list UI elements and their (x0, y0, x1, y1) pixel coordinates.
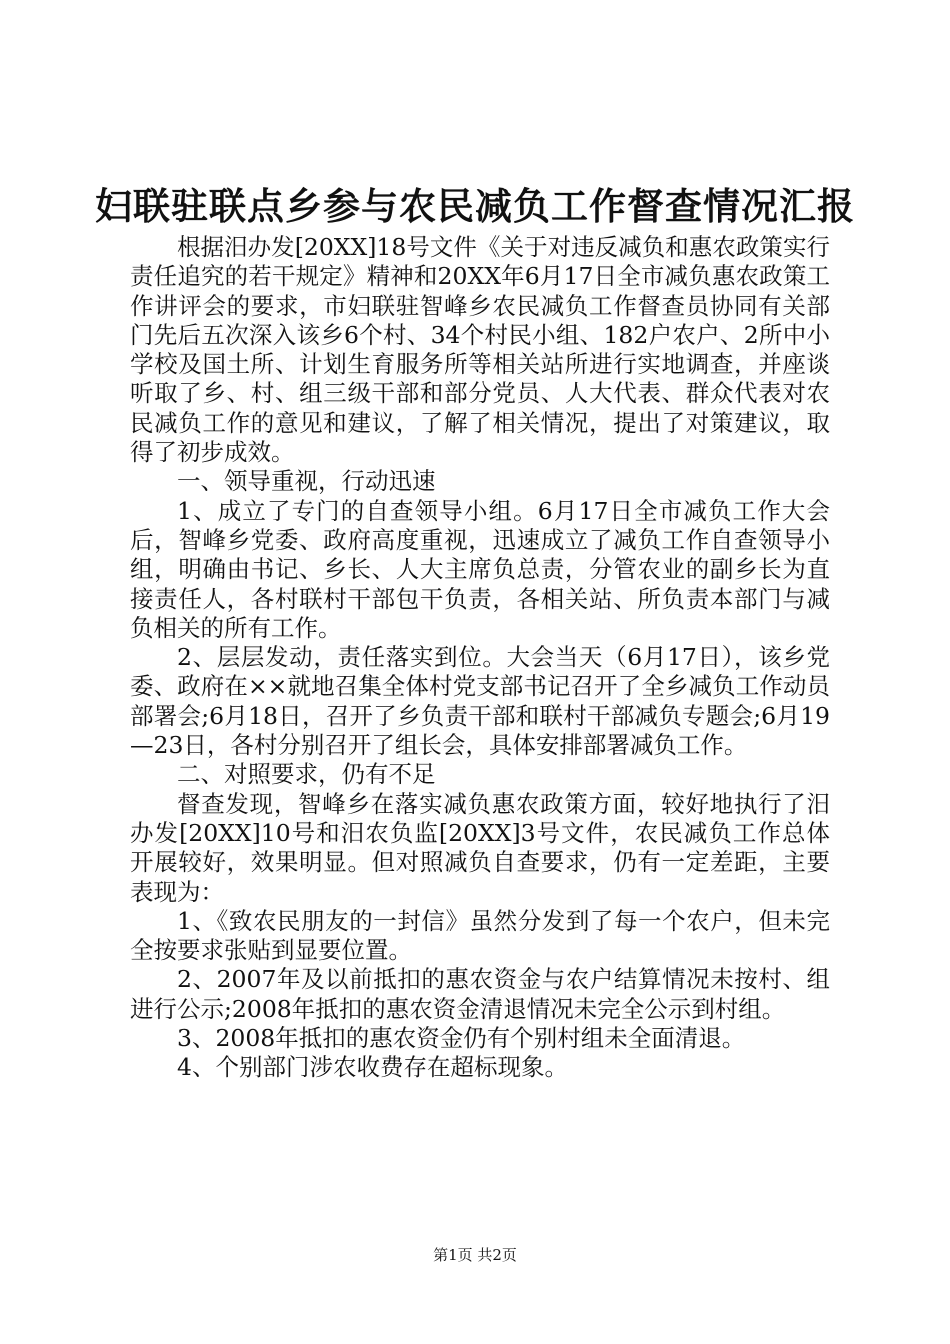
paragraph-findings: 督查发现，智峰乡在落实减负惠农政策方面，较好地执行了汨办发[20XX]10号和汨农负监[20XX]3号文件，农民减负工作总体开展较好，效果明显。但对照减负自查要求，仍有一定差距，主要表现为： (130, 789, 830, 906)
paragraph-item-2-1: 1、《致农民朋友的一封信》虽然分发到了每一个农户，但未完全按要求张贴到显要位置。 (130, 906, 830, 965)
section-heading-1: 一、领导重视，行动迅速 (177, 467, 436, 496)
paragraph-item-2-3: 3、2008年抵扣的惠农资金仍有个别村组未全面清退。 (177, 1024, 746, 1053)
paragraph-item-2-4: 4、个别部门涉农收费存在超标现象。 (177, 1053, 568, 1082)
paragraph-intro: 根据汨办发[20XX]18号文件《关于对违反减负和惠农政策实行责任追究的若干规定》精神和20XX年6月17日全市减负惠农政策工作讲评会的要求，市妇联驻智峰乡农民减负工作督查员协同有关部门先后五次深入该乡6个村、34个村民小组、182户农户、2所中小学校及国土所、计划生育服务所等相关站所进行实地调查，并座谈听取了乡、村、组三级干部和部分党员、人大代表、群众代表对农民减负工作的意见和建议，了解了相关情况，提出了对策建议，取得了初步成效。 (130, 233, 830, 467)
section-heading-2: 二、对照要求，仍有不足 (177, 760, 436, 789)
paragraph-item-1-1: 1、成立了专门的自查领导小组。6月17日全市减负工作大会后，智峰乡党委、政府高度重视，迅速成立了减负工作自查领导小组，明确由书记、乡长、人大主席负总责，分管农业的副乡长为直接责任人，各村联村干部包干负责，各相关站、所负责本部门与减负相关的所有工作。 (130, 496, 830, 642)
paragraph-item-2-2: 2、2007年及以前抵扣的惠农资金与农户结算情况未按村、组进行公示;2008年抵扣的惠农资金清退情况未完全公示到村组。 (130, 965, 830, 1023)
page-number-footer: 第1页 共2页 (433, 1246, 517, 1264)
document-title: 妇联驻联点乡参与农民减负工作督查情况汇报 (95, 184, 855, 228)
paragraph-item-1-2: 2、层层发动，责任落实到位。大会当天（6月17日），该乡党委、政府在××就地召集全体村党支部书记召开了全乡减负工作动员部署会;6月18日，召开了乡负责干部和联村干部减负专题会;6月19—23日，各村分别召开了组长会，具体安排部署减负工作。 (130, 643, 830, 760)
document-body (130, 233, 830, 1083)
